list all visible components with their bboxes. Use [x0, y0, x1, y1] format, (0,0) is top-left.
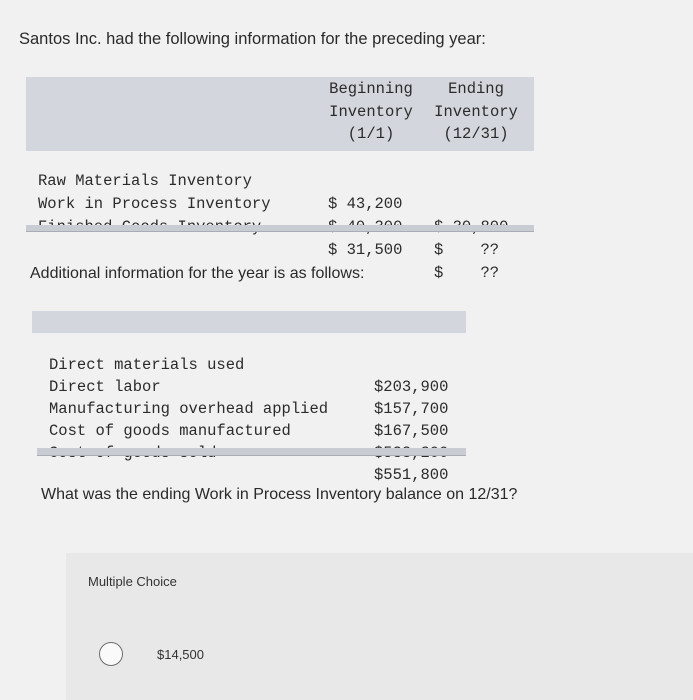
additional-table-header	[32, 311, 466, 333]
row-label: Manufacturing overhead applied	[49, 400, 329, 418]
answer-option[interactable]	[99, 641, 399, 667]
row-label: Cost of goods manufactured	[49, 422, 291, 440]
problem-intro: Santos Inc. had the following information for the preceding year:	[19, 30, 486, 48]
radio-button[interactable]	[99, 642, 123, 666]
table-bottom-border	[26, 225, 534, 232]
header-line: Inventory	[434, 102, 518, 121]
beginning-inventory-header	[321, 78, 421, 146]
row-value: $167,500	[374, 422, 449, 440]
row-label: Direct labor	[49, 378, 161, 396]
header-line: (12/31)	[443, 125, 509, 143]
beginning-value: $ 31,500	[328, 241, 403, 259]
ending-value: $ ??	[434, 264, 500, 282]
row-value: $203,900	[374, 378, 449, 396]
ending-value: $ ??	[434, 241, 500, 259]
row-label: Raw Materials Inventory	[38, 172, 252, 190]
row-label: Work in Process Inventory	[38, 195, 271, 213]
multiple-choice-panel	[66, 553, 693, 700]
beginning-value: $ 43,200	[328, 195, 403, 213]
row-label: Direct materials used	[49, 356, 245, 374]
row-value: $551,800	[374, 466, 449, 484]
multiple-choice-title: Multiple Choice	[88, 574, 177, 589]
header-line: (1/1)	[347, 125, 395, 143]
table-row	[32, 420, 466, 484]
table-bottom-border	[37, 448, 466, 456]
additional-info-heading: Additional information for the year is as follows:	[30, 265, 365, 282]
row-value: $157,700	[374, 400, 449, 418]
answer-option-label[interactable]: $14,500	[157, 646, 204, 662]
header-line: Inventory	[329, 102, 413, 121]
header-line: Beginning	[329, 80, 413, 98]
header-line: Ending	[448, 80, 504, 98]
ending-inventory-header	[426, 78, 526, 146]
question-text: What was the ending Work in Process Inventory balance on 12/31?	[41, 486, 518, 503]
